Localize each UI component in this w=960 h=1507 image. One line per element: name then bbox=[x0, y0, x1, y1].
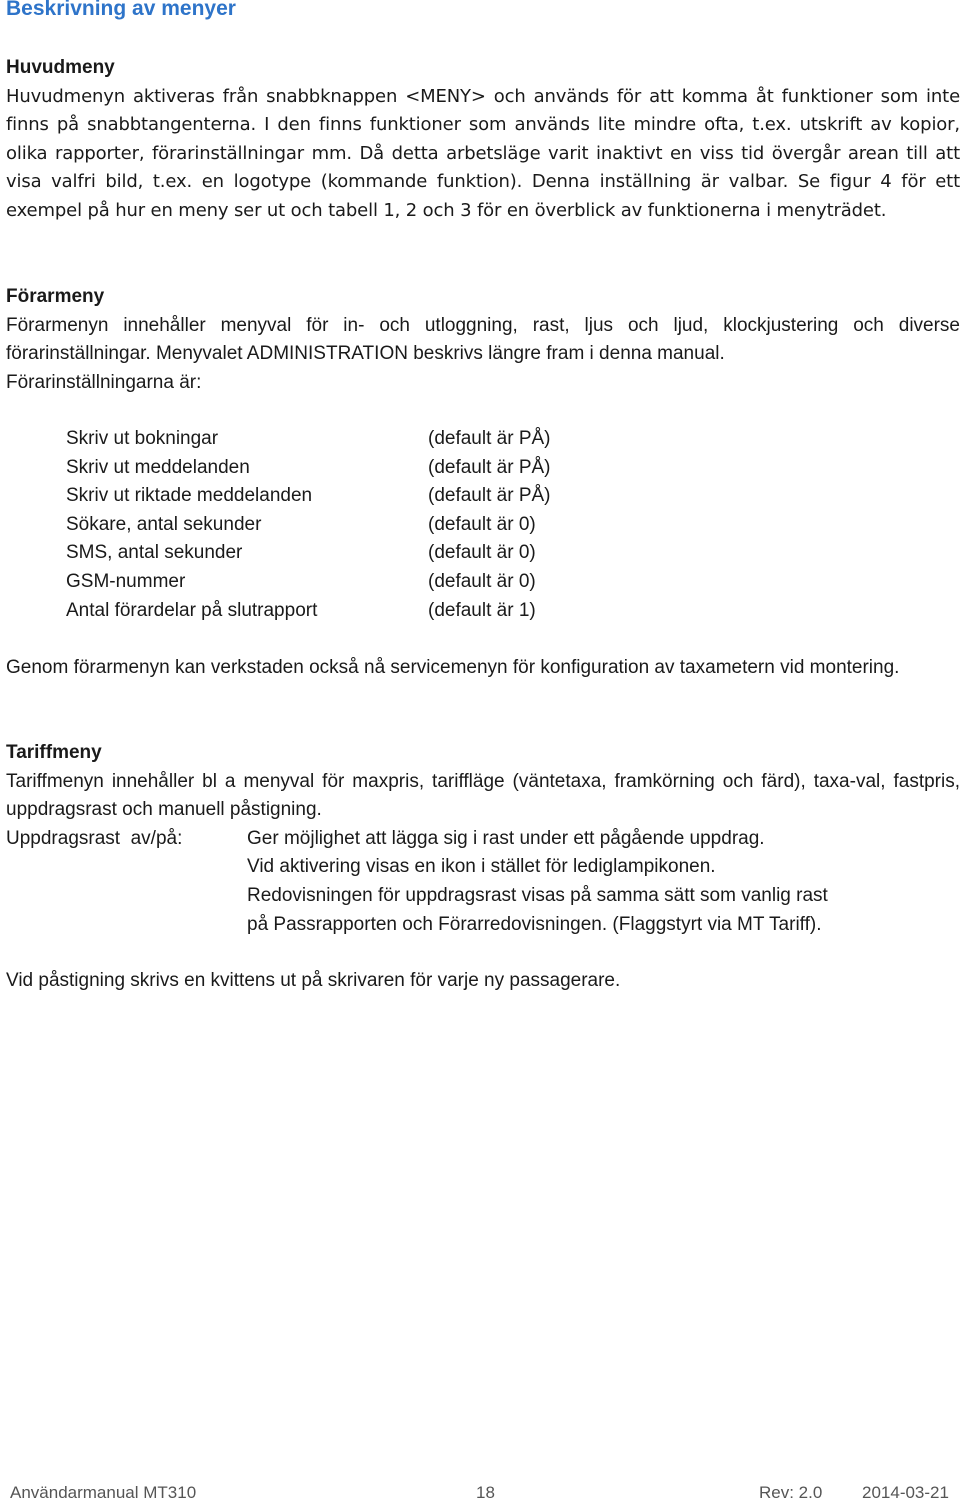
huvudmeny-text-a: Huvudmenyn aktiveras från snabbknappen <MENY> och används för att komma åt funktioner som inte finns på snabbtangenterna. I den finns funktioner som används lite mindre ofta, t.ex. utskrift av kopior, olika rapporter, förarinställningar mm. Då detta arbetsläge varit inaktivt en viss tid övergår arean till att visa valfri bild, t.ex. en logotype (kommande funktion). Denna inställning är valbar. bbox=[6, 85, 960, 193]
setting-name: Skriv ut meddelanden bbox=[66, 456, 250, 478]
forarmeny-description: Förarmenyn innehåller menyval för in- och utloggning, rast, ljus och ljud, klockjustering och diverse förarinställningar. Menyvalet ADMINISTRATION beskrivs längre fram i denna manual. bbox=[6, 314, 960, 365]
section-tariffmeny bbox=[6, 739, 960, 939]
huvudmeny-text-b: Se figur 4 för ett exempel på hur en meny ser ut och tabell 1, 2 och 3 för en överblick av funktionerna i menyträdet. bbox=[6, 171, 960, 221]
setting-default: (default är 0) bbox=[428, 542, 536, 564]
uppdragsrast-line: på Passrapporten och Förarredovisningen. (Flaggstyrt via MT Tariff). bbox=[247, 913, 822, 935]
driver-settings-list bbox=[66, 425, 766, 625]
pastigning-note: Vid påstigning skrivs en kvittens ut på skrivaren för varje ny passagerare. bbox=[6, 970, 621, 991]
tariffmeny-description: Tariffmenyn innehåller bl a menyval för maxpris, tariffläge (väntetaxa, framkörning och färd), taxa-val, fastpris, uppdragsrast och manuell påstigning. bbox=[6, 770, 960, 821]
page-footer bbox=[10, 1483, 960, 1507]
heading-tariffmeny: Tariffmeny bbox=[6, 742, 102, 763]
setting-row bbox=[66, 511, 766, 540]
uppdragsrast-label: Uppdragsrast av/på: bbox=[6, 827, 183, 849]
uppdragsrast-line: Ger möjlighet att lägga sig i rast under ett pågående uppdrag. bbox=[247, 827, 765, 849]
setting-name: GSM-nummer bbox=[66, 570, 186, 592]
setting-name: Antal förardelar på slutrapport bbox=[66, 599, 318, 621]
setting-default: (default är PÅ) bbox=[428, 485, 551, 507]
setting-default: (default är PÅ) bbox=[428, 428, 551, 449]
setting-row bbox=[66, 425, 766, 454]
setting-row bbox=[66, 454, 766, 483]
setting-default: (default är PÅ) bbox=[428, 456, 551, 478]
setting-name: Sökare, antal sekunder bbox=[66, 513, 262, 535]
forarmeny-intro: Förarinställningarna är: bbox=[6, 371, 202, 393]
footer-manual-name: Användarmanual MT310 bbox=[10, 1483, 197, 1502]
uppdragsrast-definition bbox=[6, 825, 960, 939]
setting-row bbox=[66, 597, 766, 626]
setting-name: Skriv ut bokningar bbox=[66, 428, 219, 449]
setting-default: (default är 0) bbox=[428, 570, 536, 592]
section-huvudmeny bbox=[6, 54, 960, 226]
setting-default: (default är 0) bbox=[428, 513, 536, 535]
uppdragsrast-line: Vid aktivering visas en ikon i stället för lediglampikonen. bbox=[247, 856, 716, 878]
footer-page-number: 18 bbox=[476, 1483, 495, 1502]
page-title: Beskrivning av menyer bbox=[6, 0, 236, 20]
footer-revision: Rev: 2.0 bbox=[759, 1483, 823, 1502]
section-forarmeny bbox=[6, 283, 960, 397]
setting-name: SMS, antal sekunder bbox=[66, 542, 243, 564]
setting-default: (default är 1) bbox=[428, 599, 536, 621]
setting-name: Skriv ut riktade meddelanden bbox=[66, 485, 313, 507]
huvudmeny-description bbox=[6, 83, 960, 226]
uppdragsrast-description bbox=[247, 825, 828, 939]
heading-forarmeny: Förarmeny bbox=[6, 286, 105, 307]
setting-row bbox=[66, 568, 766, 597]
setting-row bbox=[66, 539, 766, 568]
uppdragsrast-line: Redovisningen för uppdragsrast visas på samma sätt som vanlig rast bbox=[247, 884, 828, 906]
service-menu-note: Genom förarmenyn kan verkstaden också nå servicemenyn för konfiguration av taxametern vid montering. bbox=[6, 657, 900, 678]
heading-huvudmeny: Huvudmeny bbox=[6, 57, 115, 78]
footer-date: 2014-03-21 bbox=[862, 1483, 949, 1502]
setting-row bbox=[66, 482, 766, 511]
